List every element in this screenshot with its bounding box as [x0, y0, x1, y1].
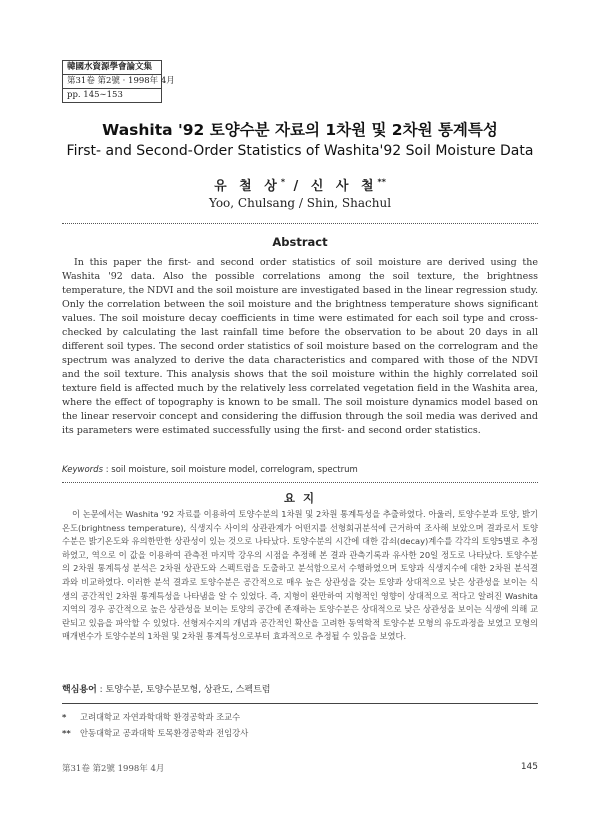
authors-korean	[0, 175, 600, 194]
divider-middle	[62, 482, 538, 483]
journal-pages: pp. 145∼153	[67, 90, 123, 100]
footnote-2-text: 안동대학교 공과대학 토목환경공학과 전임강사	[80, 728, 249, 738]
divider-top	[62, 223, 538, 224]
summary-heading: 요 지	[283, 491, 317, 505]
author-1-korean: 유 철 상	[214, 179, 281, 194]
footnote-1	[62, 711, 538, 723]
footnote-2	[62, 727, 538, 739]
footnote-2-mark: **	[62, 728, 71, 738]
core-keywords-text: : 토양수분, 토양수분모형, 상관도, 스펙트럼	[96, 685, 271, 695]
author-2-korean: 신 사 철	[310, 179, 378, 194]
keywords-text: : soil moisture, soil moisture model, correlogram, spectrum	[103, 465, 358, 475]
author-separator: /	[285, 179, 311, 194]
journal-name: 韓國水資源學會論文集	[63, 61, 161, 75]
footer-issue: 第31卷 第2號 1998年 4月	[62, 764, 165, 774]
journal-info-box	[62, 60, 175, 103]
summary-text: 이 논문에서는 Washita '92 자료를 이용하여 토양수분의 1차원 및 2차원 통계특성을 추출하였다. 아울러, 토양수분과 토양, 밝기온도(brightness temperature), 식생지수 사이의 상관관계가 어떤지를 선형회귀분석에 근거하여 조사해 보았으며 결과로서 토양수분은 밝기온도와 유의한만한 상관성이 있는 것으로 나타났다. 토양수분의 시간에 대한 감쇠(decay)계수를 각각의 토양5별로 추정하였고, 역으로 이 값을 이용하여 관측전 마지막 강우의 시점을 추정해 본 결과 관측기록과 유사한 20일 정도로 나타났다. 토양수분의 2차원 통계특성 분석은 2차원 상관도와 스펙트럼을 도출하고 분석함으로서 수행하였으며 토양과 식생지수에 대한 2차원 분석결과와 비교하였다. 이러한 분석 결과로 토양수분은 공간적으로 매우 높은 상관성을 갖는 토양과 상대적으로 낮은 상관성을 보이는 식생의 공간적인 2차원 통계특성을 나타냄을 알 수 있었다. 즉, 지형이 완만하여 지형적인 영향이 상대적으로 적다고 알려진 Washita지역의 경우 공간적으로 높은 상관성을 보이는 토양의 공간에 존재하는 토양수분은 상대적으로 낮은 상관성을 보이는 식생에 의해 교란되고 있음을 파악할 수 있었다. 선형저수지의 개념과 공간적인 확산을 고려한 동역학적 토양수분 모형의 유도과정을 보였고 모형의 매개변수가 토양수분의 1차원 및 2차원 통계특성으로부터 효과적으로 추정될 수 있음을 보였다.	[62, 509, 538, 642]
core-keywords-line	[62, 682, 538, 695]
keywords-label: Keywords	[62, 465, 104, 475]
title-korean: Washita '92 토양수분 자료의 1차원 및 2차원 통계특성	[102, 121, 498, 139]
keywords-line	[62, 465, 538, 475]
abstract-heading: Abstract	[272, 235, 328, 249]
page-number: 145	[520, 762, 538, 772]
footnote-divider	[62, 703, 538, 704]
journal-volume: 第31卷 第2號 · 1998年 4月	[63, 75, 161, 89]
footnote-1-mark: *	[62, 712, 67, 722]
footnote-1-text: 고려대학교 자연과학대학 환경공학과 조교수	[80, 712, 241, 722]
authors-english: Yoo, Chulsang / Shin, Shachul	[208, 196, 392, 210]
abstract-text: In this paper the first- and second order statistics of soil moisture are derived using the Washita '92 data. Also the possible correlations among the soil texture, the brightness temperature, the NDVI and the soil moisture are investigated based in the linear regression study. Only the correlation between the soil moisture and the brightness temperature shows significant values. The soil moisture decay coefficients in time were estimated for each soil type and cross-checked by calculating the last rainfall time before the observation to be about 20 days in all different soil types. The second order statistics of soil moisture based on the correlogram and the spectrum was analyzed to derive the data characteristics and compared with those of the NDVI and the soil texture. This analysis shows that the soil moisture within the highly correlated soil texture field is affected much by the relatively less correlated vegetation field in the Washita area, where the effect of topography is known to be small. The soil moisture dynamics model based on the linear reservoir concept and considering the diffusion through the soil media was derived and its parameters were estimated successfully using the first- and second order statistics.	[62, 257, 538, 436]
title-english: First- and Second-Order Statistics of Washita'92 Soil Moisture Data	[66, 143, 534, 159]
author-2-mark: **	[377, 177, 386, 187]
author-1-mark: *	[280, 177, 285, 187]
core-keywords-label: 핵심용어	[62, 685, 97, 695]
